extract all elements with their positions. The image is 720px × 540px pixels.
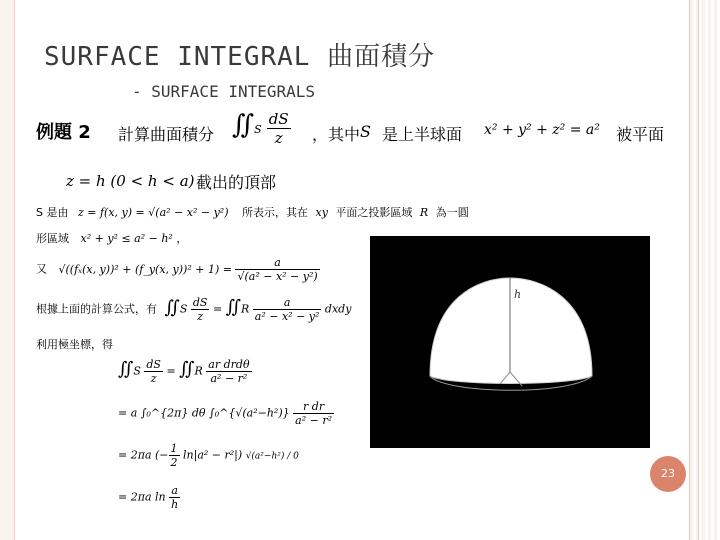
line4-a: 根據上面的計算公式，有 — [36, 302, 157, 316]
step1-integral: ∬ — [118, 358, 134, 380]
hemisphere-svg — [370, 236, 650, 448]
integrand-denominator: z — [274, 129, 283, 147]
step3-b: ln|a² − r²| — [183, 448, 238, 462]
example-label: 例題 2 — [36, 122, 91, 143]
line1-R: R — [419, 206, 429, 219]
line3-fraction — [235, 256, 319, 283]
line4-denominator-2: a² − x² − y² — [254, 310, 320, 323]
solution-line1 — [36, 204, 469, 220]
plane-equation: z = h (0 < h < a) — [66, 172, 195, 190]
line4-numerator: dS — [192, 296, 208, 309]
line2-a: 形區域 — [36, 232, 69, 245]
step4-a: = 2πa ln — [118, 490, 166, 504]
page-number-badge: 23 — [650, 456, 686, 492]
integrand-fraction — [267, 110, 291, 147]
left-frame-border — [0, 0, 15, 540]
line3-denominator: √(a² − x² − y²) — [237, 270, 318, 283]
step1-denominator-2: a² − r² — [210, 372, 248, 385]
step-1 — [118, 358, 252, 385]
solution-line2 — [36, 230, 187, 246]
line4-fraction — [191, 296, 210, 323]
step1-equals: = — [166, 364, 176, 378]
integral-subscript: S — [254, 123, 262, 136]
line4-tail: dxdy — [324, 302, 352, 316]
line1-xy: xy — [315, 206, 328, 219]
solution-line5: 利用極坐標，得 — [36, 338, 113, 351]
step-4 — [118, 484, 180, 511]
step3-denominator: 2 — [170, 456, 178, 469]
step1-numerator: dS — [146, 358, 161, 371]
right-frame-border — [689, 0, 720, 540]
line2-b: ， — [176, 232, 188, 245]
example-plane-text: 被平面 — [616, 125, 665, 144]
line3-numerator: a — [235, 256, 319, 270]
line3-a: 又 — [36, 262, 47, 276]
step1-denominator: z — [150, 372, 157, 385]
example-integral — [232, 110, 291, 147]
step3-numerator: 1 — [170, 442, 178, 455]
step1-fraction — [144, 358, 163, 385]
step2-expr: = a ∫₀^{2π} dθ ∫₀^{√(a²−h²)} — [118, 406, 290, 420]
right-frame-line — [698, 0, 699, 540]
line1-a: S 是由 — [36, 206, 69, 219]
example-cut-top: 截出的頂部 — [196, 173, 277, 192]
example-hemisphere: 是上半球面 — [382, 125, 463, 144]
height-label: h — [514, 288, 522, 301]
line4-denominator: z — [197, 310, 204, 323]
integral-symbol: ∬ — [232, 110, 255, 140]
sphere-equation: x² + y² + z² = a² — [484, 122, 600, 138]
step1-subscript-2: R — [194, 364, 203, 378]
slide-title: SURFACE INTEGRAL 曲面積分 — [44, 42, 436, 72]
step1-fraction-2 — [206, 358, 251, 385]
step-2 — [118, 400, 334, 427]
line1-b: 所表示，其在 — [241, 206, 308, 219]
step3-fraction — [169, 442, 180, 469]
slide-subtitle: - SURFACE INTEGRALS — [132, 82, 316, 101]
solution-line4 — [36, 296, 351, 323]
hemisphere-figure — [370, 236, 650, 448]
step2-numerator: r dr — [293, 400, 334, 414]
line4-integral: ∬ — [164, 296, 180, 318]
line4-subscript: S — [179, 302, 188, 316]
step1-integral-2: ∬ — [179, 358, 195, 380]
line4-equals: = — [212, 302, 223, 316]
step4-denominator: h — [171, 498, 179, 511]
step4-fraction — [169, 484, 180, 511]
line2-eq: x² + y² ≤ a² − h² — [80, 232, 173, 245]
integrand-numerator: dS — [268, 110, 289, 128]
hemisphere-surface — [430, 278, 592, 384]
line1-c: 平面之投影區域 — [335, 206, 413, 219]
line1-d: 為一圓 — [435, 206, 469, 219]
step3-a: = 2πa — [118, 448, 152, 462]
example-intro: 計算曲面積分 — [118, 125, 215, 144]
line4-numerator-2: a — [253, 296, 322, 310]
line4-subscript-2: R — [241, 302, 250, 316]
step2-denominator: a² − r² — [295, 414, 332, 427]
solution-line3 — [36, 256, 320, 283]
step3-limits: √(a²−h²) / 0 — [245, 451, 299, 462]
step1-subscript: S — [133, 364, 141, 378]
step-3: = 2πa (− $\frac{1}{2}$ ln|a² − r²|) √(a²−h²) / 0 — [118, 442, 299, 469]
line4-integral-2: ∬ — [225, 296, 241, 318]
line1-eq: z = f(x, y) = √(a² − x² − y²) — [77, 206, 229, 219]
example-S: S — [360, 122, 371, 141]
step2-fraction — [293, 400, 334, 427]
line3-lhs: √((fₓ(x, y))² + (f_y(x, y))² + 1) = — [58, 262, 232, 276]
example-where: ，其中 — [312, 125, 361, 144]
line4-fraction-2 — [253, 296, 322, 323]
step4-numerator: a — [169, 484, 180, 498]
step1-numerator-2: ar drdθ — [208, 358, 250, 371]
